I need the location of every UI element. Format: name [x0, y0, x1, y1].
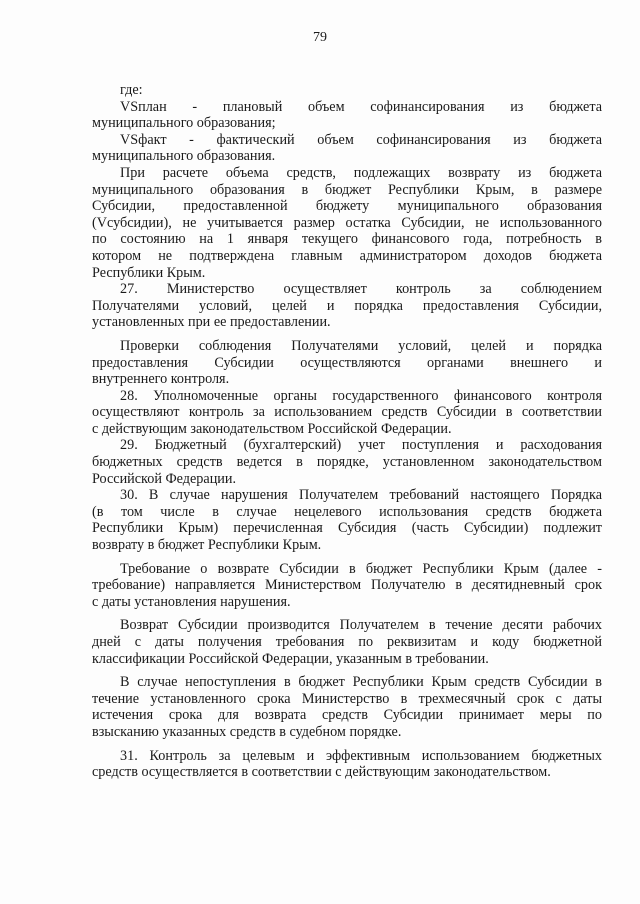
text-line: 31. Контроль за целевым и эффективным использованием бюджетных [120, 747, 602, 764]
text-line: бюджетных средств ведется в порядке, установленном законодательством [92, 454, 602, 471]
page-number: 79 [313, 30, 327, 45]
text-line: установленных при ее предоставлении. [92, 314, 331, 331]
text-line: 28. Уполномоченные органы государственного финансового контроля [120, 387, 602, 404]
text-line: муниципального образования; [92, 115, 276, 132]
text-line: Получателями условий, целей и порядка предоставления Субсидии, [92, 297, 602, 314]
text-line: Российской Федерации. [92, 470, 237, 487]
text-line: осуществляют контроль за использованием средств Субсидии в соответствии [92, 404, 602, 421]
text-line: где: [120, 82, 143, 98]
text-line: При расчете объема средств, подлежащих возврату из бюджета [120, 164, 602, 181]
text-line: классификации Российской Федерации, указанным в требовании. [92, 650, 489, 667]
text-line: Субсидии, предоставленной бюджету муниципального образования [92, 198, 602, 215]
text-line: VSплан - плановый объем софинансирования из бюджета [120, 98, 602, 115]
text-line: котором не подтверждена главным администратором доходов бюджета [92, 247, 602, 264]
text-line: (Vсубсидии), не учитывается размер остатка Субсидии, не использованного [92, 214, 602, 231]
text-line: внутреннего контроля. [92, 371, 230, 388]
text-line: VSфакт - фактический объем софинансирования из бюджета [120, 131, 602, 148]
text-line: Возврат Субсидии производится Получателем в течение десяти рабочих [120, 617, 602, 634]
text-line: муниципального образования в бюджет Республики Крым, в размере [92, 181, 602, 198]
text-line: (в том числе в случае нецелевого использования средств бюджета [92, 503, 602, 520]
text-line: 29. Бюджетный (бухгалтерский) учет поступления и расходования [120, 437, 602, 454]
text-line: Проверки соблюдения Получателями условий, целей и порядка [120, 337, 602, 354]
text-line: течение установленного срока Министерство в трехмесячный срок с даты [92, 690, 602, 707]
text-line: дней с даты получения требования по реквизитам и коду бюджетной [92, 634, 602, 650]
text-line: В случае непоступления в бюджет Республики Крым средств Субсидии в [120, 674, 602, 691]
text-line: предоставления Субсидии осуществляются органами внешнего и [92, 354, 602, 371]
text-line: 27. Министерство осуществляет контроль за соблюдением [120, 281, 602, 298]
text-line: Республики Крым) перечисленная Субсидия (часть Субсидии) подлежит [92, 520, 602, 537]
text-line: 30. В случае нарушения Получателем требований настоящего Порядка [120, 487, 602, 504]
text-line: средств осуществляется в соответствии с действующим законодательством. [92, 764, 551, 781]
text-line: взысканию указанных средств в судебном порядке. [92, 723, 402, 740]
text-line: требование) направляется Министерством Получателю в десятидневный срок [92, 577, 602, 594]
text-line: Республики Крым. [92, 264, 206, 281]
text-line: истечения срока для возврата средств Субсидии принимает меры по [92, 707, 602, 724]
text-line: возврату в бюджет Республики Крым. [92, 537, 322, 554]
text-line: по состоянию на 1 января текущего финансового года, потребность в [92, 231, 602, 248]
text-line: муниципального образования. [92, 148, 276, 165]
text-line: с даты установления нарушения. [92, 593, 291, 610]
text-line: Требование о возврате Субсидии в бюджет Республики Крым (далее - [120, 560, 602, 577]
document-body [92, 82, 602, 781]
text-line: с действующим законодательством Российской Федерации. [92, 420, 452, 437]
